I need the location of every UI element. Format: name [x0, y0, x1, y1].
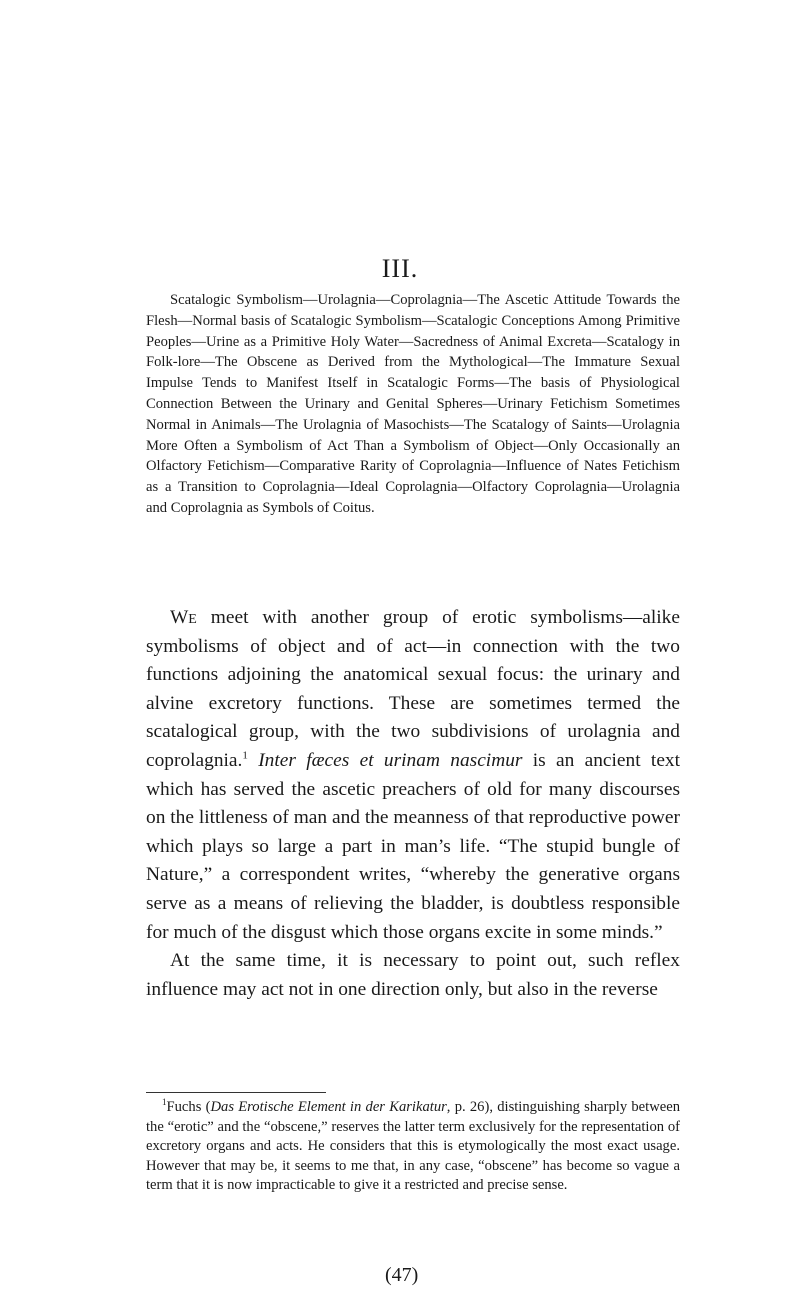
footnote-marker: 1 — [162, 1097, 167, 1108]
footnote-rule — [146, 1092, 326, 1093]
footnote — [146, 1098, 680, 1196]
latin-quote: Inter fæces et urinam nascimur — [258, 749, 523, 771]
paragraph-1-dropword: We — [170, 607, 197, 628]
chapter-number: III. — [381, 254, 419, 283]
footnote-work-title: Das Erotische Element in der Karikatur — [210, 1099, 447, 1115]
paragraph-1 — [146, 604, 680, 947]
chapter-synopsis: Scatalogic Symbolism—Urolagnia—Coprolagnia—The Ascetic Attitude Towards the Flesh—Normal basis of Scatalogic Symbolism—Scatalogic Conceptions Among Primitive Peoples—Urine as a Primitive Holy Water—Sacredness of Animal Excreta—Scatalogy in Folk-lore—The Obscene as Derived from the Mythological—The Immature Sexual Impulse Tends to Manifest Itself in Scatalogic Forms—The basis of Physiological Connection Between the Urinary and Genital Spheres—Urinary Fetichism Sometimes Normal in Animals—The Urolagnia of Masochists—The Scatalogy of Saints—Urolagnia More Often a Symbolism of Act Than a Symbolism of Object—Only Occasionally an Olfactory Fetichism—Comparative Rarity of Coprolagnia—Influence of Nates Fetichism as a Transition to Coprolagnia—Ideal Coprolagnia—Olfactory Coprolagnia—Urolagnia and Coprolagnia as Symbols of Coitus. — [146, 292, 680, 516]
footnote-author: Fuchs ( — [166, 1099, 211, 1115]
page-number: (47) — [385, 1264, 419, 1286]
footnote-text: , p. 26), distinguishing sharply between the “erotic” and the “obscene,” reserves the latter term exclusively for the representation of excretory organs and acts. He considers that this is etymologically the most exact usage. However that may be, it seems to me that, in any case, “obscene” has become so vague a term that it is now impracticable to give it a restricted and precise sense. — [146, 1099, 680, 1194]
paragraph-1-text-a: meet with another group of erotic symbolisms—alike symbolisms of object and of act—in connection with the two functions adjoining the anatomical sexual focus: the urinary and alvine excretory functions. These are sometimes termed the scatalogical group, with the two subdivisions of urolagnia and coprolagnia. — [146, 607, 680, 771]
paragraph-2: At the same time, it is necessary to point out, such reflex influence may act not in one direction only, but also in the reverse — [146, 950, 680, 1000]
paragraph-1-text-b: is an ancient text which has served the ascetic preachers of old for many discourses on the littleness of man and the meanness of that reproductive power which plays so large a part in man’s life. “The stupid bungle of Nature,” a correspondent writes, “whereby the generative organs serve as a means of relieving the bladder, is doubtless responsible for much of the disgust which those organs excite in some minds.” — [146, 749, 681, 943]
footnote-reference: 1 — [242, 749, 248, 762]
main-text — [146, 604, 680, 1004]
